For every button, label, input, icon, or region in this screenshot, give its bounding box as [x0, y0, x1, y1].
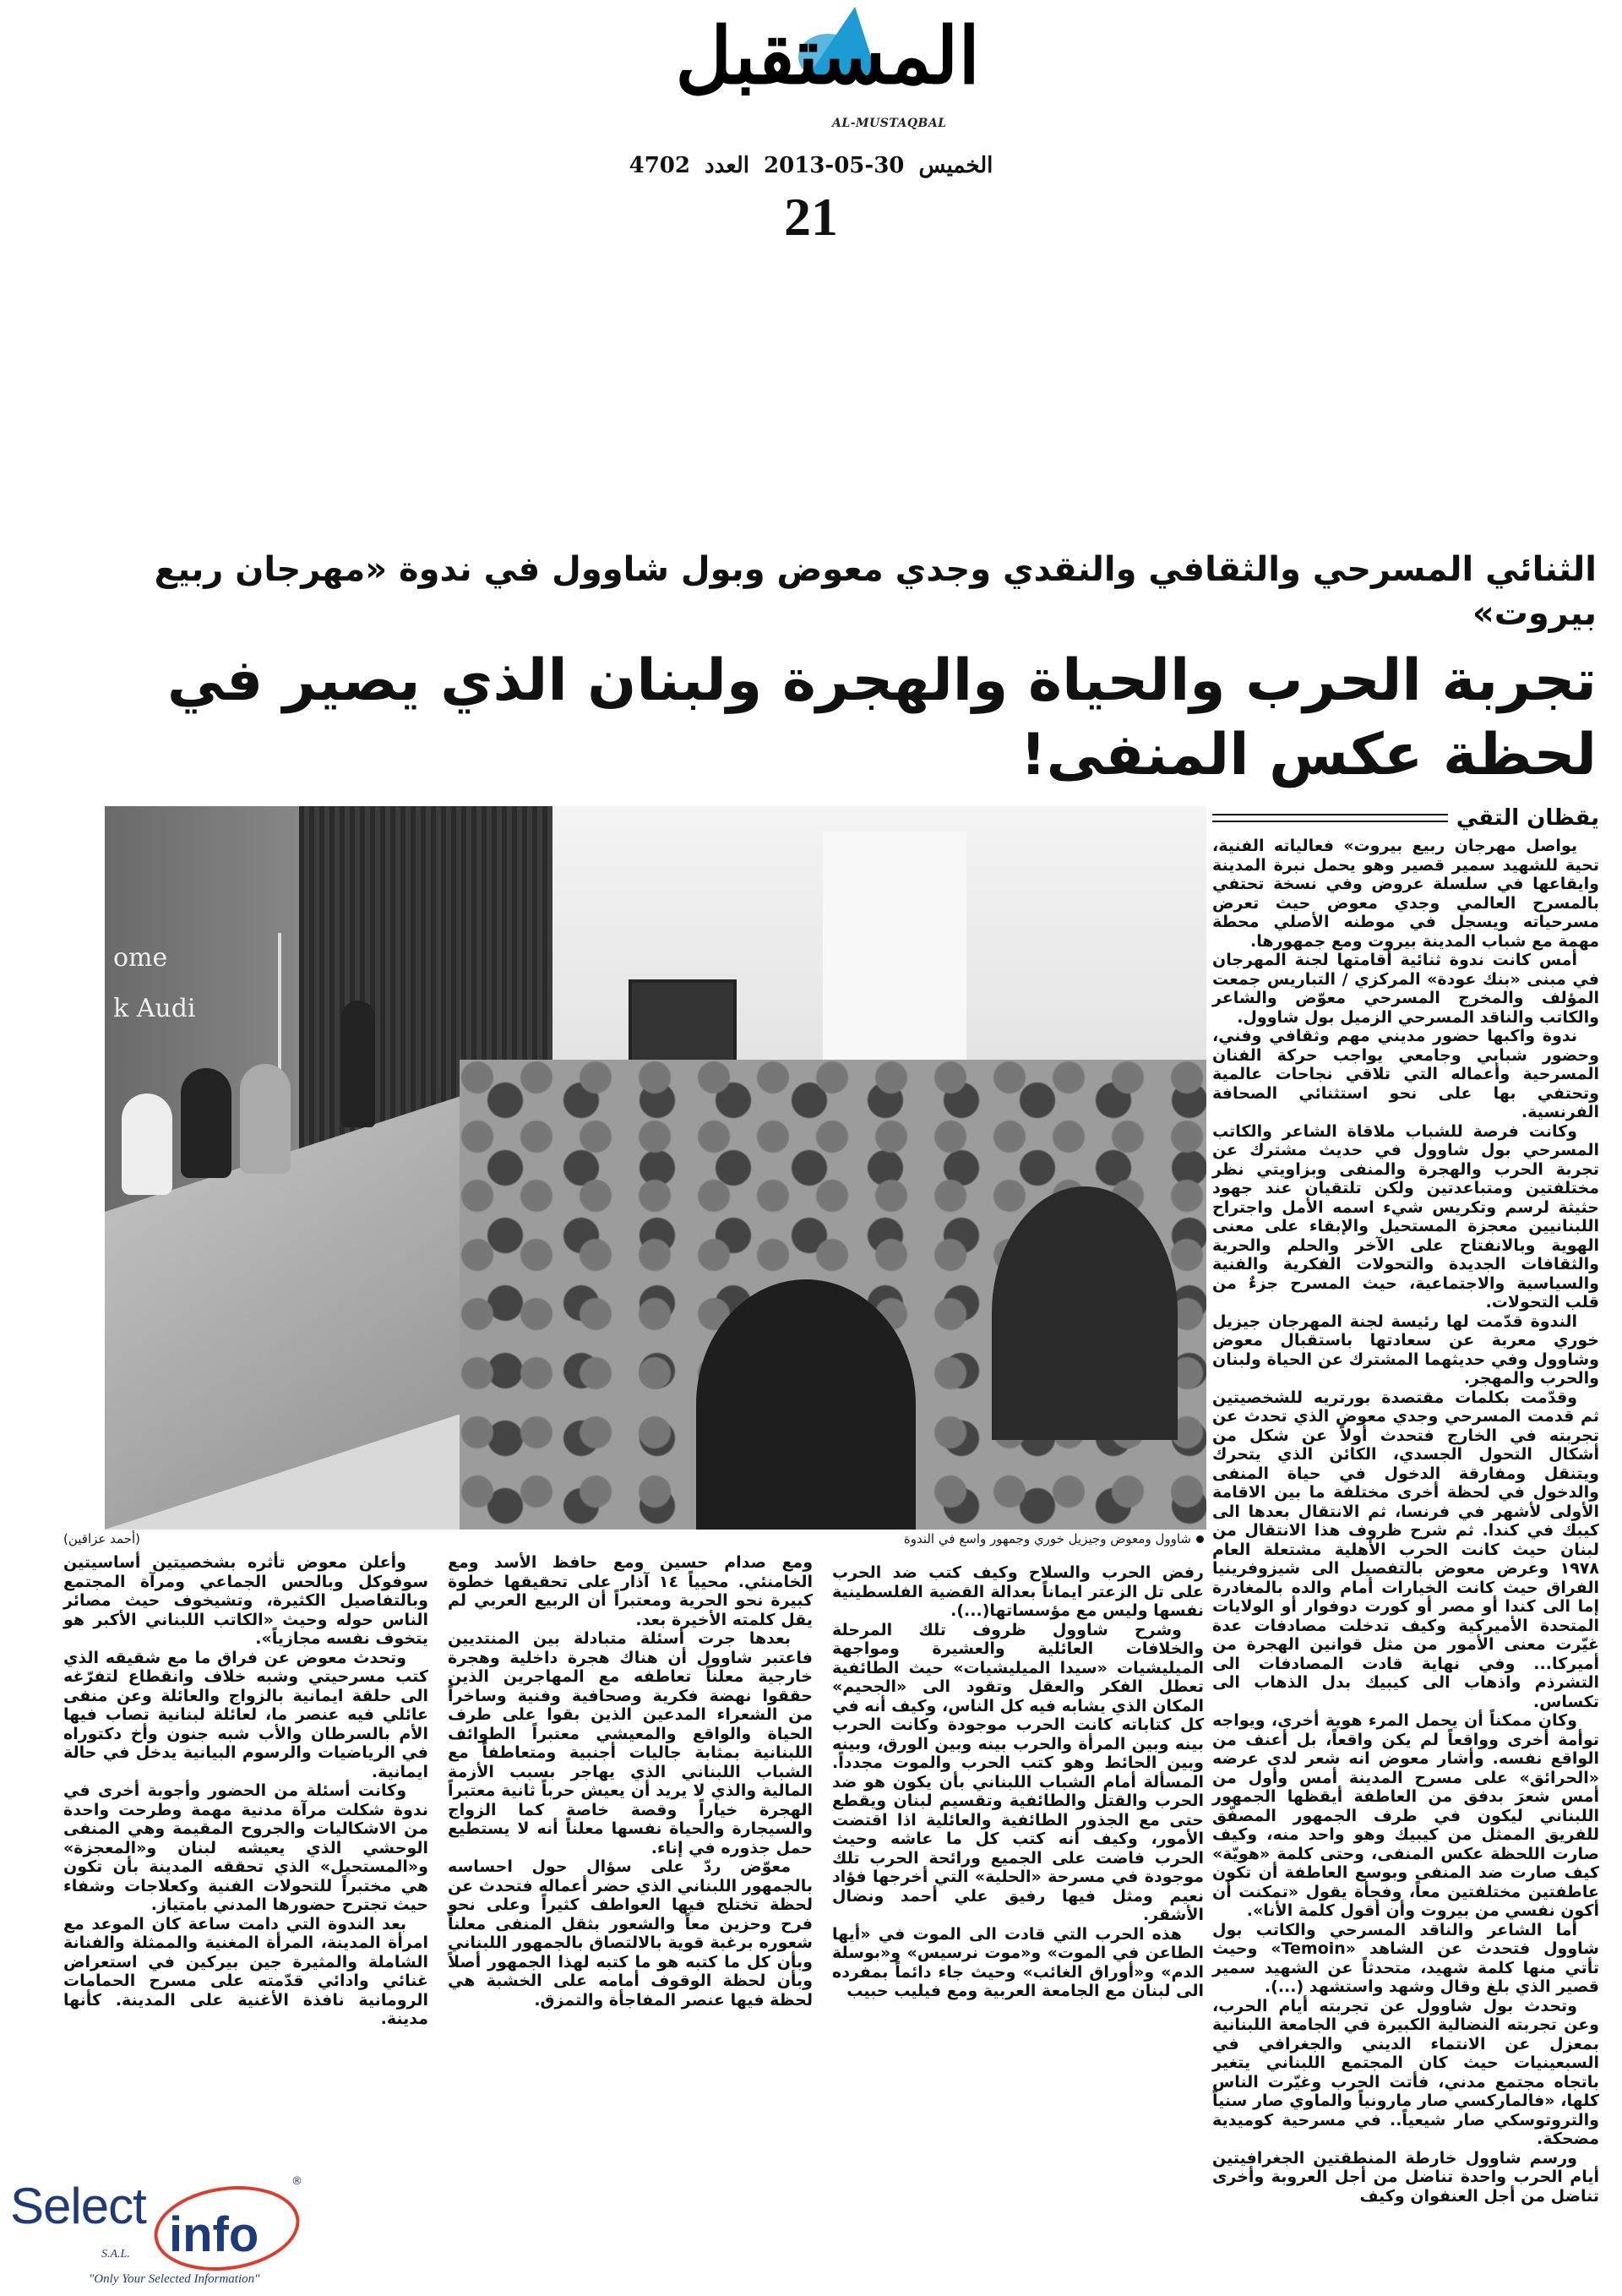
- paragraph: وكان ممكناً أن يحمل المرء هوية أخرى، ويواجه توأمة أخرى وواقعاً لم يكن واقعاً، بل أعنف من الواقع نفسه. وأشار معوض انه شعر لدى عرضه «الحرائق» على مسرح المدينة أمس وأول من أمس شعرَ بدفق من العاطفة أيقظها الجمهور اللبناني ليكون في طرف الجمهور المصفّق للفريق الممثل من كيبيك وهو واحد منه، وكيف صارت اللحظة عكس المنفى، وحتى كلمة «هويّة» كيف صارت ضد المنفى وبوسع العاطفة أن تكون عاطفتين مختلفتين معاً، وفجأة يقول «تمكنت أن أكون نفسي من بيروت وأن أقول كلمة الأنا».: [1212, 1711, 1599, 1920]
- article-photo: [105, 806, 1206, 1530]
- author-name: يقظان التقي: [1456, 805, 1599, 831]
- page-number: 21: [784, 187, 838, 247]
- logo-word-info: info: [169, 2207, 259, 2262]
- byline: [1212, 803, 1599, 833]
- paragraph: بعدها جرت أسئلة متبادلة بين المنتديين فاعتبر شاوول أن هناك هجرة داخلية وهجرة خارجية معلناً تعاطفه مع المهاجرين الذين حققوا نهضة فكرية وصحافية وفنية وساخراً من الشعراء المدعين الذين بقوا على طرف الحياة والواقع والمعيشي معتبراً الطوائف اللبنانية بمثابة جاليات أجنبية ومتعاطفاً مع الشباب اللبناني الذي يهاجر بسبب الأزمة المالية والذي لا يريد أن يعيش حرباً ثانية معتبراً الهجرة خياراً وقصة خاصة كما الزواج والسيجارة والحياة نفسها معلناً أنه لا يستطيع حمل جذوره في إناء.: [448, 1629, 813, 1857]
- day: الخميس: [918, 153, 993, 178]
- newspaper-masthead: [625, 0, 997, 148]
- standing-man: [341, 1001, 375, 1127]
- paragraph: أما الشاعر والناقد المسرحي والكاتب بول شاوول فتحدث عن الشاهد «Temoin» وحيث تأتي منها كلمة شهيد، متحدثاً عن الشهيد سمير قصير الذي بلغ وقال وشهد واستشهد (...).: [1212, 1920, 1599, 1996]
- article-column-3: [832, 1563, 1204, 2001]
- foreground-head: [696, 1279, 916, 1530]
- article-kicker: الثنائي المسرحي والثقافي والنقدي وجدي معوض وبول شاوول في ندوة «مهرجان ربيع بيروت»: [154, 550, 1597, 633]
- paragraph: ومع صدام حسين ومع حافظ الأسد ومع الخامنئي. محيياً ١٤ آذار على تحقيقها خطوة كبيرة نحو الحرية ومعتبراً أن الربيع العربي لم يقل كلمته الأخيرة بعد.: [448, 1553, 813, 1629]
- article-column-right: [1212, 837, 1599, 2206]
- paragraph: وقدّمت بكلمات مقتصدة بورتريه للشخصيتين ثم قدمت المسرحي وجدي معوض الذي تحدث عن تجربته في الخارج فتحدث أولاً عن شكل من أشكال التحول الجسدي، الكائن الذي يتحرك ويتنقل ومفارقة الدخول في حياة المنفى والدخول في لحظة أخرى مختلفة ما بين الاقامة الأولى لأشهر في فرنسا، ثم الانتقال بعدها الى كيبك في كندا. ثم شرح ظروف هذا الانتقال من لبنان حيث كانت الحرب الأهلية مشتعلة العام ١٩٧٨ وعرض معوض بالتفصيل الى شيزوفرينيا الفراق حيث كانت الخيارات أمام والده بالمغادرة إما الى كندا أو مصر أو كورت دوفوار أو الولايات المتحدة الأميركية وكيف تدخلت مصادفات عدة غيّرت معنى الأمور من مثل قوانين الهجرة من أميركا... وفي نهاية قادت المصادفات الى التشرذم واذهاب الى كيبيك بدل الذهاب الى تكساس.: [1212, 1388, 1599, 1711]
- paragraph: وكانت فرصة للشباب ملاقاة الشاعر والكاتب المسرحي بول شاوول في حديث مشترك عن تجربة الحرب والهجرة والمنفى وبزاويتي نظر مختلفتين ومتباعدتين ولكن تلتقيان عند جهود حثيثة لرسم وتكريس شيء اسمه الأمل واجتراح اللبنانيين معجزة المستحيل والإبقاء على معنى الهوية وبالانفتاح على الآخر والحلم والحرية والثقافات الجديدة والتحولات الفكرية والفنية والسياسية والاجتماعية، حيث المسرح جزءٌ من قلب التحولات.: [1212, 1121, 1599, 1312]
- paragraph: رفض الحرب والسلاح وكيف كتب ضد الحرب على تل الزعتر ايماناً بعدالة القضية الفلسطينية نفسها وليس مع مؤسساتها(...).: [832, 1563, 1204, 1620]
- photo-caption: [832, 1531, 1204, 1546]
- logo-word-select: Select: [10, 2178, 146, 2234]
- logo-latin-wordmark: AL-MUSTAQBAL: [832, 117, 947, 130]
- logo-arabic-wordmark: المستقبل: [675, 10, 980, 101]
- screen-text-line: k Audi: [113, 994, 196, 1023]
- paragraph: وكانت أسئلة من الحضور وأجوبة أخرى في ندوة شكلت مرآة مدنية مهمة وطرحت واحدة من الاشكاليات والجروح المقيمة وهي المنفى الوحشي الذي يعيشه لبنان و«المعجزة» و«المستحيل» الذي تحققه المدينة بأن تكون هي مختبراً للتحولات الفنية وكعلاجات وشفاء حيث تجترح حضورها المدني بامتياز.: [63, 1781, 428, 1914]
- issue-label: العدد: [705, 153, 749, 178]
- bullet-icon: [1196, 1535, 1204, 1543]
- photo-credit: (أحمد عزاقين): [63, 1531, 140, 1546]
- paragraph: وشرح شاوول ظروف تلك المرحلة والخلافات العائلية والعشيرة ومواجهة الميليشيات «سيدا الميليشيات» حيث الطائفية تعطل الفكر والعقل وتقود الى «الجحيم» المكان الذي يشابه فيه كل الناس، وكيف أنه في كل كتاباته كانت الحرب موجودة وكانت الحرب بينه وبين المرأة والحرب بينه وبين الورق، وبينه وبين الحائط وهو كتب الحرب والموت مجدداً. المسألة أمام الشباب اللبناني بأن يكون هو ضد الحرب والقتل والطائفية وتقسيم لبنان ويقطع حتى مع الجذور الطائفية والعائلية اذا اقتضت الأمور، وكيف أنه كتب كل ما عاشه وحيث الحرب فاضت على الجميع ورائحة الحرب تلك موجودة في مسرحة «الحلية» التي أخرجها فؤاد نعيم ومثل فيها رفيق علي أحمد ونضال الأشقر.: [832, 1620, 1204, 1924]
- paragraph: ورسم شاوول خارطة المنطقتين الجغرافيتين أيام الحرب واحدة تناضل من أجل العروبة وأخرى تناضل من أجل العنفوان وكيف: [1212, 2148, 1599, 2206]
- paragraph: وأعلن معوض تأثره بشخصيتين أساسيتين سوفوكل وبالحس الجماعي ومرآة المجتمع وبالتفاصيل الكثيرة، وتشيخوف حيث مصائر الناس حوله وحيث «الكاتب اللبناني الأكبر هو يتخوف نفسه مجازياً».: [63, 1553, 428, 1648]
- photo-caption-text: شاوول ومعوض وجيزيل خوري وجمهور واسع في الندوة: [903, 1531, 1191, 1546]
- article-headline: تجربة الحرب والحياة والهجرة ولبنان الذي يصير في لحظة عكس المنفى!: [166, 647, 1597, 788]
- paragraph: الندوة قدّمت لها رئيسة لجنة المهرجان جيزيل خوري معربة عن سعادتها باستقبال معوض وشاوول وفي حديثهما المشترك عن الحياة ولبنان والحرب والمهجر.: [1212, 1312, 1599, 1388]
- dateline: [625, 152, 997, 179]
- paragraph: ندوة واكبها حضور مديني مهم وثقافي وفني، وحضور شبابي وجامعي يواجب حركة الفنان المسرحية وأعماله التي تلاقي نجاحات عالمية وتحتفي بها على نحو استثنائي الصحافة الفرنسية.: [1212, 1027, 1599, 1121]
- article-column-2: [448, 1553, 813, 2010]
- paragraph: بعد الندوة التي دامت ساعة كان الموعد مع امرأة المدينة، المرأة المغنية والممثلة والفنانة الشاملة والمثيرة جين بيركين في استعراض غنائي وادائي قدّمته على مسرح الحمامات الرومانية نافذة الأغنية على المدينة. كأنها مدينة.: [63, 1914, 428, 2028]
- screen-text: [113, 933, 196, 1034]
- panelist: [240, 1064, 291, 1174]
- screen-text-line: ome: [113, 943, 168, 973]
- byline-rule: [1212, 814, 1448, 822]
- foreground-head: [992, 1186, 1178, 1440]
- issue-number: 4702: [629, 153, 690, 178]
- panelist: [181, 1068, 231, 1178]
- paragraph: معوّض ردّ على سؤال حول احساسه بالجمهور اللبناني الذي حضر أعماله فتحدث عن لحظة تختلج فيها العواطف كثيراً وعلى نحو فرح وحزين معاً والشعور بثقل المنفى معلناً شعوره برغبة قوية بالالتصاق بالجمهور اللبناني وبأن كل ما كتبه هو ما كتبه لهذا الجمهور أصلاً وبأن لحظة الوقوف أمامه على الخشبة هي لحظة فيها عنصر المفاجأة والتمزق.: [448, 1857, 813, 2010]
- paragraph: أمس كانت ندوة ثنائية أقامتها لجنة المهرجان في مبنى «بنك عودة» المركزي / التباريس جمعت المؤلف والمخرج المسرحي معوّض والشاعر والكاتب والناقد المسرحي الزميل بول شاوول.: [1212, 951, 1599, 1027]
- date: 30-05-2013: [764, 153, 905, 178]
- paragraph: وتحدث بول شاوول عن تجربته أيام الحرب، وعن تجربته النضالية الكبيرة في الجامعة اللبنانية بمعزل عن الانتماء الديني والجغرافي في السبعينيات حيث كان المجتمع اللبناني يتغير باتجاه مجتمع مدني، فأتت الحرب وغيّرت الناس كلها، «فالماركسي صار مارونياً والماوي صار سنياً والتروتوسكي صار شيعياً.. في مسرحية كوميدية مضحكة.: [1212, 1996, 1599, 2148]
- registered-icon: ®: [291, 2175, 302, 2188]
- select-info-logo: [8, 2170, 304, 2288]
- paragraph: هذه الحرب التي قادت الى الموت في «أيها الطاعن في الموت» و«موت نرسيس» و«بوسلة الدم» و«أوراق الغائب» وحيث جاء دائماً بمفرده الى لبنان مع الجامعة العربية ومع فيليب حبيب: [832, 1924, 1204, 2000]
- logo-suffix: S.A.L.: [101, 2248, 130, 2261]
- panelist: [122, 1093, 172, 1195]
- paragraph: وتحدث معوض عن فراق ما مع شقيقه الذي كتب مسرحيتي وشبه خلاف وانقطاع لتفرّغه الى حلقة ايمانية بالزواج والعائلة وعن منفى عائلي فيه عنصر ما، لعائلة لبنانية تصاب فيها الأم بالسرطان والأب شبه جنون وأخ دكتوراه في الرياضيات والرسوم البيانية يدخل في حالة ايمانية.: [63, 1648, 428, 1781]
- article-column-1: [63, 1553, 428, 2029]
- logo-tagline: "Only Your Selected Information": [89, 2272, 260, 2286]
- paragraph: يواصل مهرجان ربيع بيروت» فعالياته الفنية، تحية للشهيد سمير قصير وهو يحمل نبرة المدينة وايقاعها في سلسلة عروض وفي نسخة تحتفي بالمسرح العالمي وجدي معوض حيث تعرض مسرحياته ويسجل في موطنه الأصلي محطة مهمة مع شباب المدينة بيروت ومع جمهورها.: [1212, 837, 1599, 951]
